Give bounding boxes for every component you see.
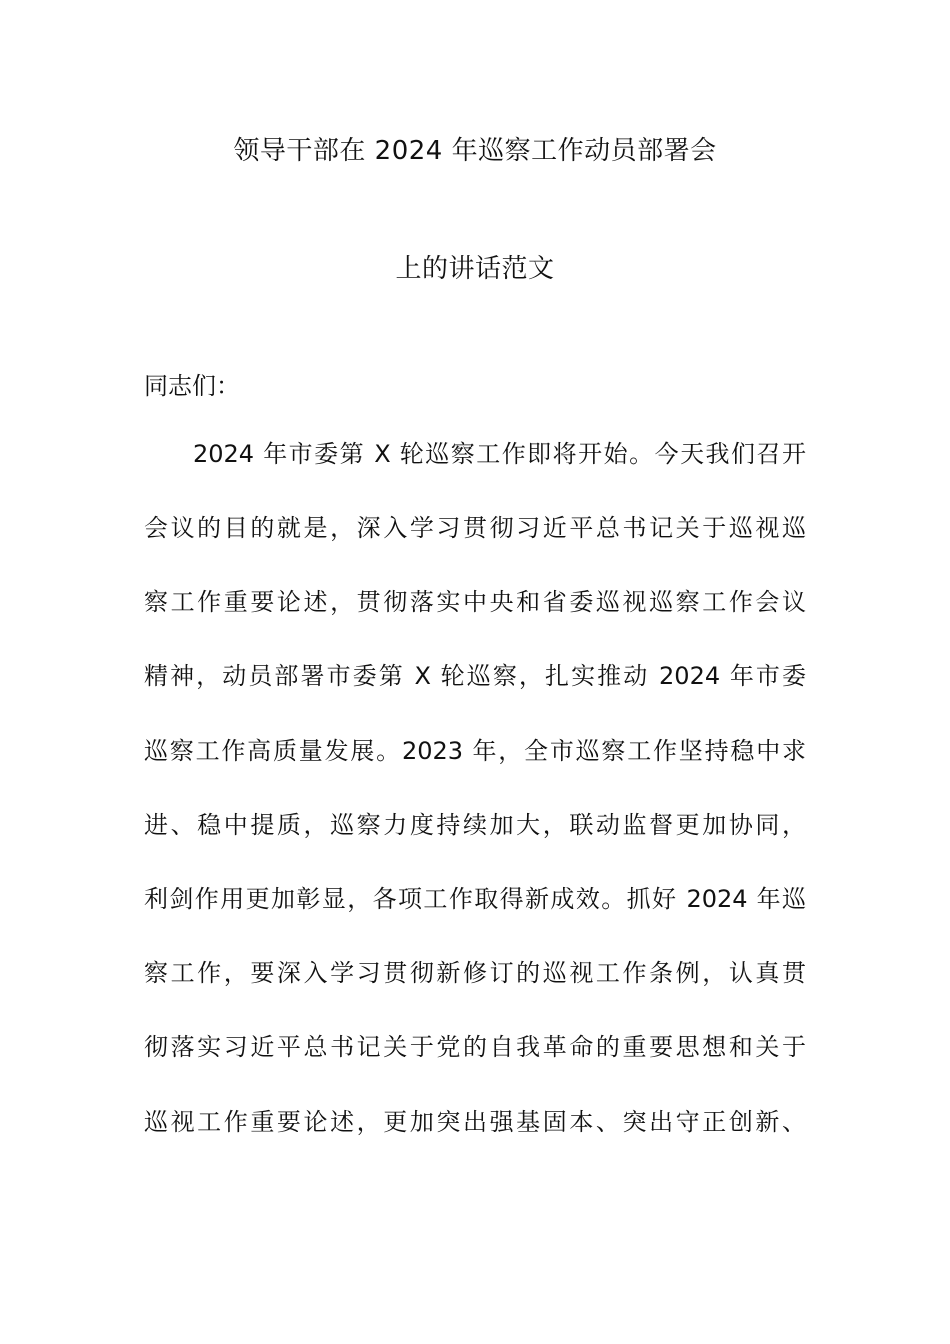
salutation: 同志们： (144, 372, 240, 400)
document-title-line-2: 上的讲话范文 (395, 254, 555, 284)
body-line: 利剑作用更加彰显，各项工作取得新成效。抓好 2024 年巡 (144, 885, 806, 913)
document-title-line-1: 领导干部在 2024 年巡察工作动员部署会 (233, 136, 717, 166)
body-line: 巡察工作高质量发展。2023 年，全市巡察工作坚持稳中求 (144, 737, 806, 765)
body-line: 巡视工作重要论述，更加突出强基固本、突出守正创新、 (144, 1108, 806, 1136)
body-line: 会议的目的就是，深入学习贯彻习近平总书记关于巡视巡 (144, 514, 806, 542)
body-line: 进、稳中提质，巡察力度持续加大，联动监督更加协同， (144, 811, 806, 839)
body-line: 彻落实习近平总书记关于党的自我革命的重要思想和关于 (144, 1033, 806, 1061)
body-line: 察工作，要深入学习贯彻新修订的巡视工作条例，认真贯 (144, 959, 806, 987)
body-line: 2024 年市委第 X 轮巡察工作即将开始。今天我们召开 (193, 440, 806, 468)
body-line: 察工作重要论述，贯彻落实中央和省委巡视巡察工作会议 (144, 588, 806, 616)
body-line: 精神，动员部署市委第 X 轮巡察，扎实推动 2024 年市委 (144, 662, 806, 690)
